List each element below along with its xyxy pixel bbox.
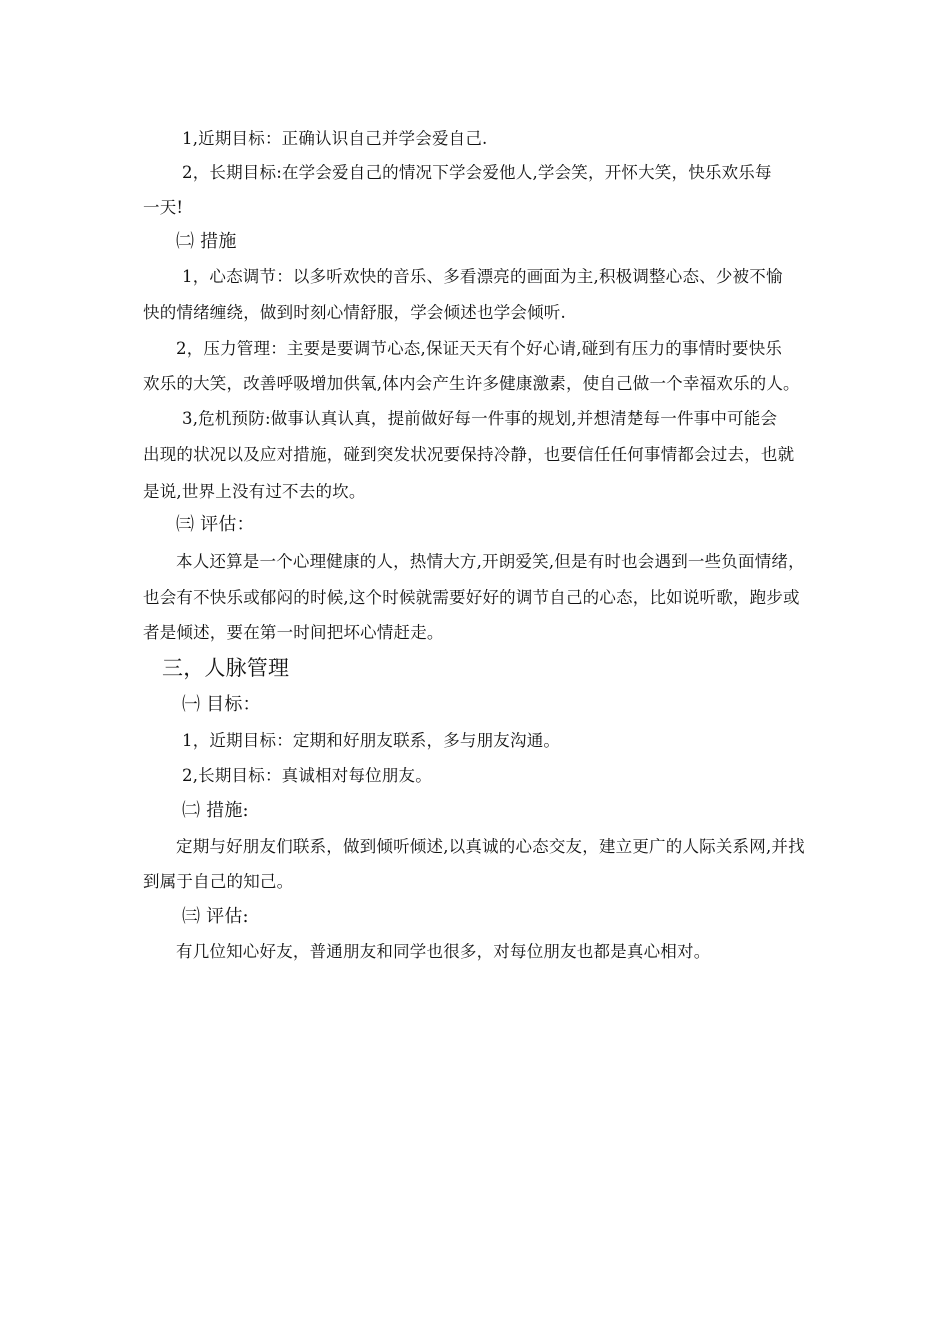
section-heading: ㈢ 评估: [182, 906, 249, 927]
text-line: 本人还算是一个心理健康的人，热情大方,开朗爱笑,但是有时也会遇到一些负面情绪， [176, 552, 805, 571]
chapter-heading: 三，人脉管理 [162, 656, 290, 680]
text-line: 定期与好朋友们联系，做到倾听倾述,以真诚的心态交友，建立更广的人际关系网,并找 [176, 837, 805, 856]
text-line: 1,近期目标：正确认识自己并学会爱自己. [182, 129, 488, 148]
text-line: 者是倾述，要在第一时间把坏心情赶走。 [143, 623, 444, 642]
text-line: 1，近期目标：定期和好朋友联系，多与朋友沟通。 [182, 731, 561, 750]
text-line: 2，长期目标:在学会爱自己的情况下学会爱他人,学会笑，开怀大笑，快乐欢乐每 [182, 163, 772, 182]
text-line: 2,长期目标：真诚相对每位朋友。 [182, 766, 432, 785]
text-line: 3,危机预防:做事认真认真，提前做好每一件事的规划,并想清楚每一件事中可能会 [182, 409, 778, 428]
text-line: 是说,世界上没有过不去的坎。 [143, 482, 366, 501]
text-line: 1，心态调节：以多听欢快的音乐、多看漂亮的画面为主,积极调整心态、少被不愉 [182, 267, 783, 286]
text-line: 到属于自己的知己。 [143, 872, 294, 891]
text-line: 有几位知心好友，普通朋友和同学也很多，对每位朋友也都是真心相对。 [176, 942, 711, 961]
text-line: 欢乐的大笑，改善呼吸增加供氧,体内会产生许多健康激素，使自己做一个幸福欢乐的人。 [143, 374, 800, 393]
section-heading: ㈠ 目标： [182, 694, 261, 715]
section-heading: ㈡ 措施 [176, 231, 237, 252]
section-heading: ㈢ 评估： [176, 514, 255, 535]
section-heading: ㈡ 措施: [182, 800, 249, 821]
text-line: 出现的状况以及应对措施，碰到突发状况要保持冷静，也要信任任何事情都会过去，也就 [143, 445, 795, 464]
text-line: 一天! [143, 198, 184, 217]
text-line: 2，压力管理：主要是要调节心态,保证天天有个好心请,碰到有压力的事情时要快乐 [176, 339, 783, 358]
text-line: 快的情绪缠绕，做到时刻心情舒服，学会倾述也学会倾听. [143, 303, 566, 322]
text-line: 也会有不快乐或郁闷的时候,这个时候就需要好好的调节自己的心态，比如说听歌，跑步或 [143, 588, 800, 607]
